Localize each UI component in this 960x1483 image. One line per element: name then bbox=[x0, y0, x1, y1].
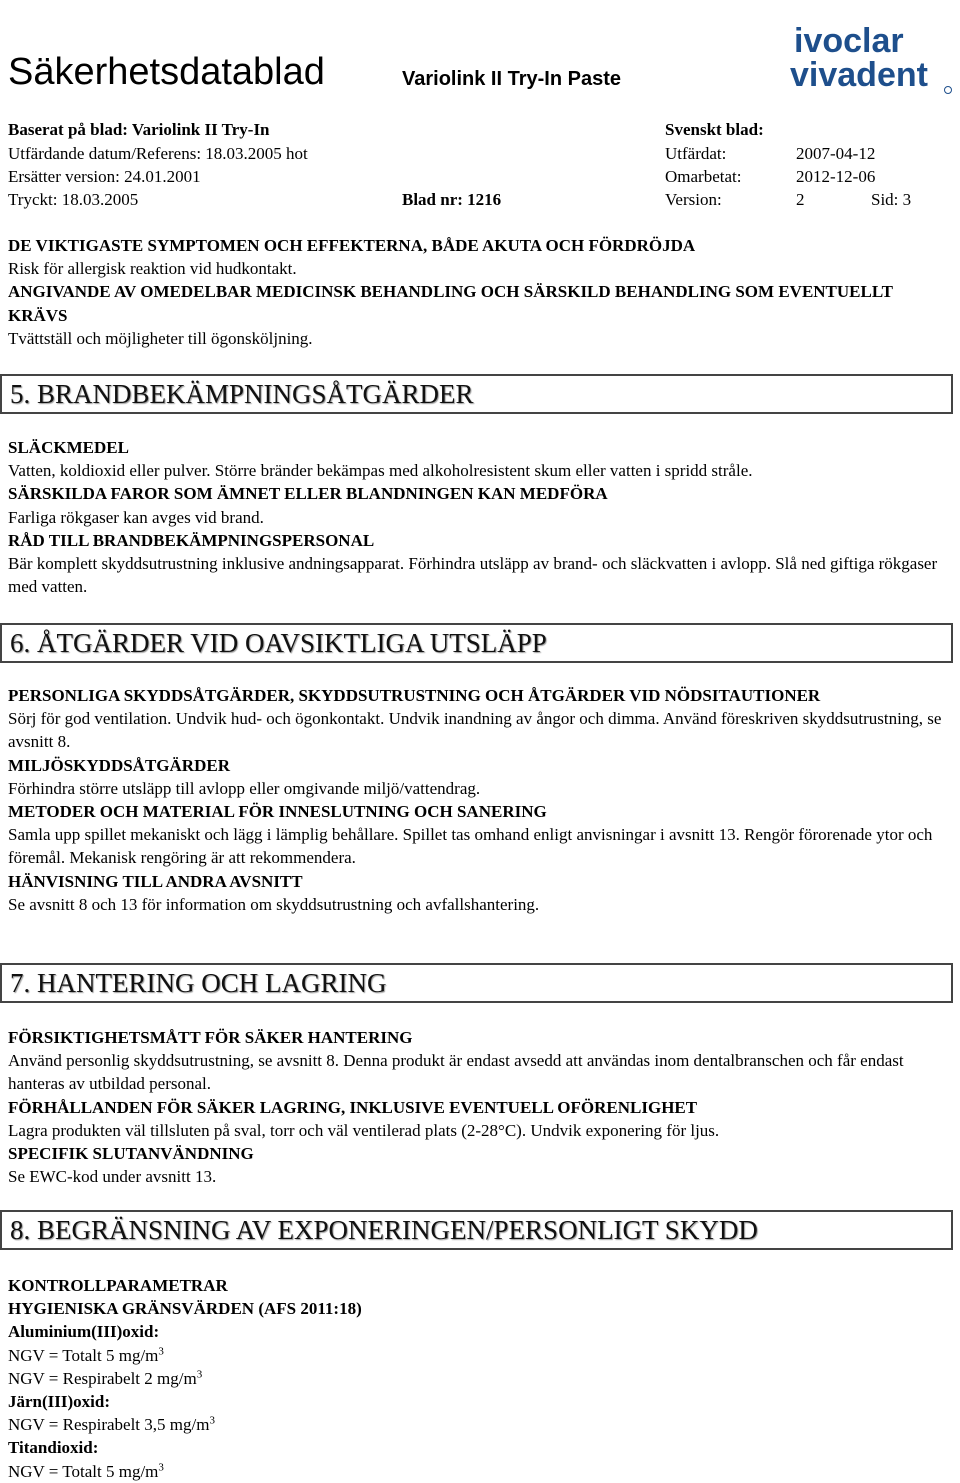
limit-value-text: NGV = Totalt 5 mg/m bbox=[8, 1461, 159, 1481]
limit-value-text: NGV = Respirabelt 2 mg/m bbox=[8, 1368, 197, 1388]
section-7-body bbox=[8, 1026, 953, 1188]
limit-value-text: NGV = Respirabelt 3,5 mg/m bbox=[8, 1415, 210, 1435]
section-6-body bbox=[8, 684, 953, 916]
limit-value-text: NGV = Totalt 5 mg/m bbox=[8, 1345, 159, 1365]
limit-value bbox=[8, 1413, 953, 1436]
revised-value: 2012-12-06 bbox=[796, 167, 876, 186]
sheet-number: Blad nr: 1216 bbox=[402, 190, 502, 209]
paragraph: Förhindra större utsläpp till avlopp eller omgivande miljö/vattendrag. bbox=[8, 778, 481, 798]
reference: Utfärdande datum/Referens: 18.03.2005 hot bbox=[8, 144, 308, 163]
printed-date: Tryckt: 18.03.2005 bbox=[8, 190, 139, 209]
logo-text-bottom: vivadent bbox=[790, 56, 928, 94]
paragraph: Samla upp spillet mekaniskt och lägg i lämplig behållare. Spillet tas omhand enligt anvisningar i avsnitt 13. Rengör förorenade ytor och föremål. Mekanisk rengöring är att rekommendera. bbox=[8, 825, 933, 868]
subsection-heading: PERSONLIGA SKYDDSÅTGÄRDER, SKYDDSUTRUSTNING OCH ÅTGÄRDER VID NÖDSITAUTIONER bbox=[8, 686, 821, 705]
paragraph: Se avsnitt 8 och 13 för information om skyddsutrustning och avfallshantering. bbox=[8, 894, 540, 914]
subsection-heading: SPECIFIK SLUTANVÄNDNING bbox=[8, 1144, 254, 1164]
section-8-header: 8. BEGRÄNSNING AV EXPONERINGEN/PERSONLIGT SKYDD bbox=[0, 1210, 953, 1250]
limit-value bbox=[8, 1367, 953, 1390]
subsection-heading: HÄNVISNING TILL ANDRA AVSNITT bbox=[8, 871, 303, 891]
subsection-heading: RÅD TILL BRANDBEKÄMPNINGSPERSONAL bbox=[8, 530, 375, 550]
subsection-heading: DE VIKTIGASTE SYMPTOMEN OCH EFFEKTERNA, BÅDE AKUTA OCH FÖRDRÖJDA bbox=[8, 236, 696, 255]
substance-name: Titandioxid: bbox=[8, 1438, 99, 1458]
section-5-header: 5. BRANDBEKÄMPNINGSÅTGÄRDER bbox=[0, 374, 953, 414]
section-8-body bbox=[8, 1274, 953, 1483]
paragraph: Tvättställ och möjligheter till ögonsköljning. bbox=[8, 328, 313, 348]
unit-exponent: 3 bbox=[158, 1460, 164, 1473]
revised-label: Omarbetat: bbox=[665, 167, 742, 186]
substance-name: Järn(III)oxid: bbox=[8, 1392, 111, 1412]
document-title: Säkerhetsdatablad bbox=[8, 51, 325, 93]
based-on: Baserat på blad: Variolink II Try-In bbox=[8, 120, 270, 139]
logo-text-top: ivoclar bbox=[794, 22, 904, 60]
subsection-heading: FÖRSIKTIGHETSMÅTT FÖR SÄKER HANTERING bbox=[8, 1028, 413, 1047]
subsection-heading: MILJÖSKYDDSÅTGÄRDER bbox=[8, 755, 230, 775]
unit-exponent: 3 bbox=[158, 1344, 164, 1357]
subsection-heading: ANGIVANDE AV OMEDELBAR MEDICINSK BEHANDLING OCH SÄRSKILD BEHANDLING SOM EVENTUELLT KRÄVS bbox=[8, 282, 893, 325]
product-name: Variolink II Try-In Paste bbox=[402, 68, 621, 90]
replaces-version: Ersätter version: 24.01.2001 bbox=[8, 167, 201, 186]
version-value: 2 bbox=[796, 190, 805, 209]
issued-value: 2007-04-12 bbox=[796, 144, 876, 163]
ivoclar-vivadent-logo bbox=[788, 18, 956, 98]
subsection-heading: FÖRHÅLLANDEN FÖR SÄKER LAGRING, INKLUSIVE EVENTUELL OFÖRENLIGHET bbox=[8, 1097, 698, 1117]
limit-value bbox=[8, 1344, 953, 1367]
unit-exponent: 3 bbox=[196, 1368, 203, 1381]
paragraph: Vatten, koldioxid eller pulver. Större bränder bekämpas med alkoholresistent skum eller vatten i spridd stråle. bbox=[8, 461, 753, 481]
paragraph: Se EWC-kod under avsnitt 13. bbox=[8, 1167, 217, 1187]
section-7-header: 7. HANTERING OCH LAGRING bbox=[0, 963, 953, 1003]
paragraph: Sörj för god ventilation. Undvik hud- och ögonkontakt. Undvik inandning av ångor och dimma. Använd föreskriven skyddsutrustning, se avsnitt 8. bbox=[8, 709, 942, 752]
section-4-tail bbox=[8, 234, 953, 350]
subsection-heading: SÄRSKILDA FAROR SOM ÄMNET ELLER BLANDNINGEN KAN MEDFÖRA bbox=[8, 484, 608, 504]
subsection-heading: KONTROLLPARAMETRAR bbox=[8, 1276, 228, 1295]
section-5-body bbox=[8, 436, 953, 598]
limit-value bbox=[8, 1460, 953, 1483]
issued-label: Utfärdat: bbox=[665, 144, 727, 163]
paragraph: Använd personlig skyddsutrustning, se avsnitt 8. Denna produkt är endast avsedd att användas inom dentalbranschen och får endast hanteras av utbildad personal. bbox=[8, 1051, 904, 1094]
subsection-heading: METODER OCH MATERIAL FÖR INNESLUTNING OCH SANERING bbox=[8, 802, 547, 822]
paragraph: Farliga rökgaser kan avges vid brand. bbox=[8, 507, 264, 527]
subsection-heading: SLÄCKMEDEL bbox=[8, 438, 129, 457]
version-label: Version: bbox=[665, 190, 722, 209]
subsection-heading: HYGIENISKA GRÄNSVÄRDEN (AFS 2011:18) bbox=[8, 1299, 362, 1319]
unit-exponent: 3 bbox=[209, 1414, 215, 1427]
section-6-header: 6. ÅTGÄRDER VID OAVSIKTLIGA UTSLÄPP bbox=[0, 623, 953, 663]
substance-name: Aluminium(III)oxid: bbox=[8, 1322, 160, 1342]
paragraph: Risk för allergisk reaktion vid hudkontakt. bbox=[8, 259, 297, 279]
paragraph: Bär komplett skyddsutrustning inklusive andningsapparat. Förhindra utsläpp av brand- och släckvatten i avlopp. Slå ned giftiga rökgaser med vatten. bbox=[8, 554, 938, 597]
page-number: Sid: 3 bbox=[871, 190, 912, 209]
paragraph: Lagra produkten väl tillsluten på sval, torr och väl ventilerad plats (2-28°C). Undvik exponering för ljus. bbox=[8, 1120, 720, 1140]
logo-registered-mark bbox=[945, 87, 952, 94]
swedish-sheet-label: Svenskt blad: bbox=[665, 120, 764, 139]
